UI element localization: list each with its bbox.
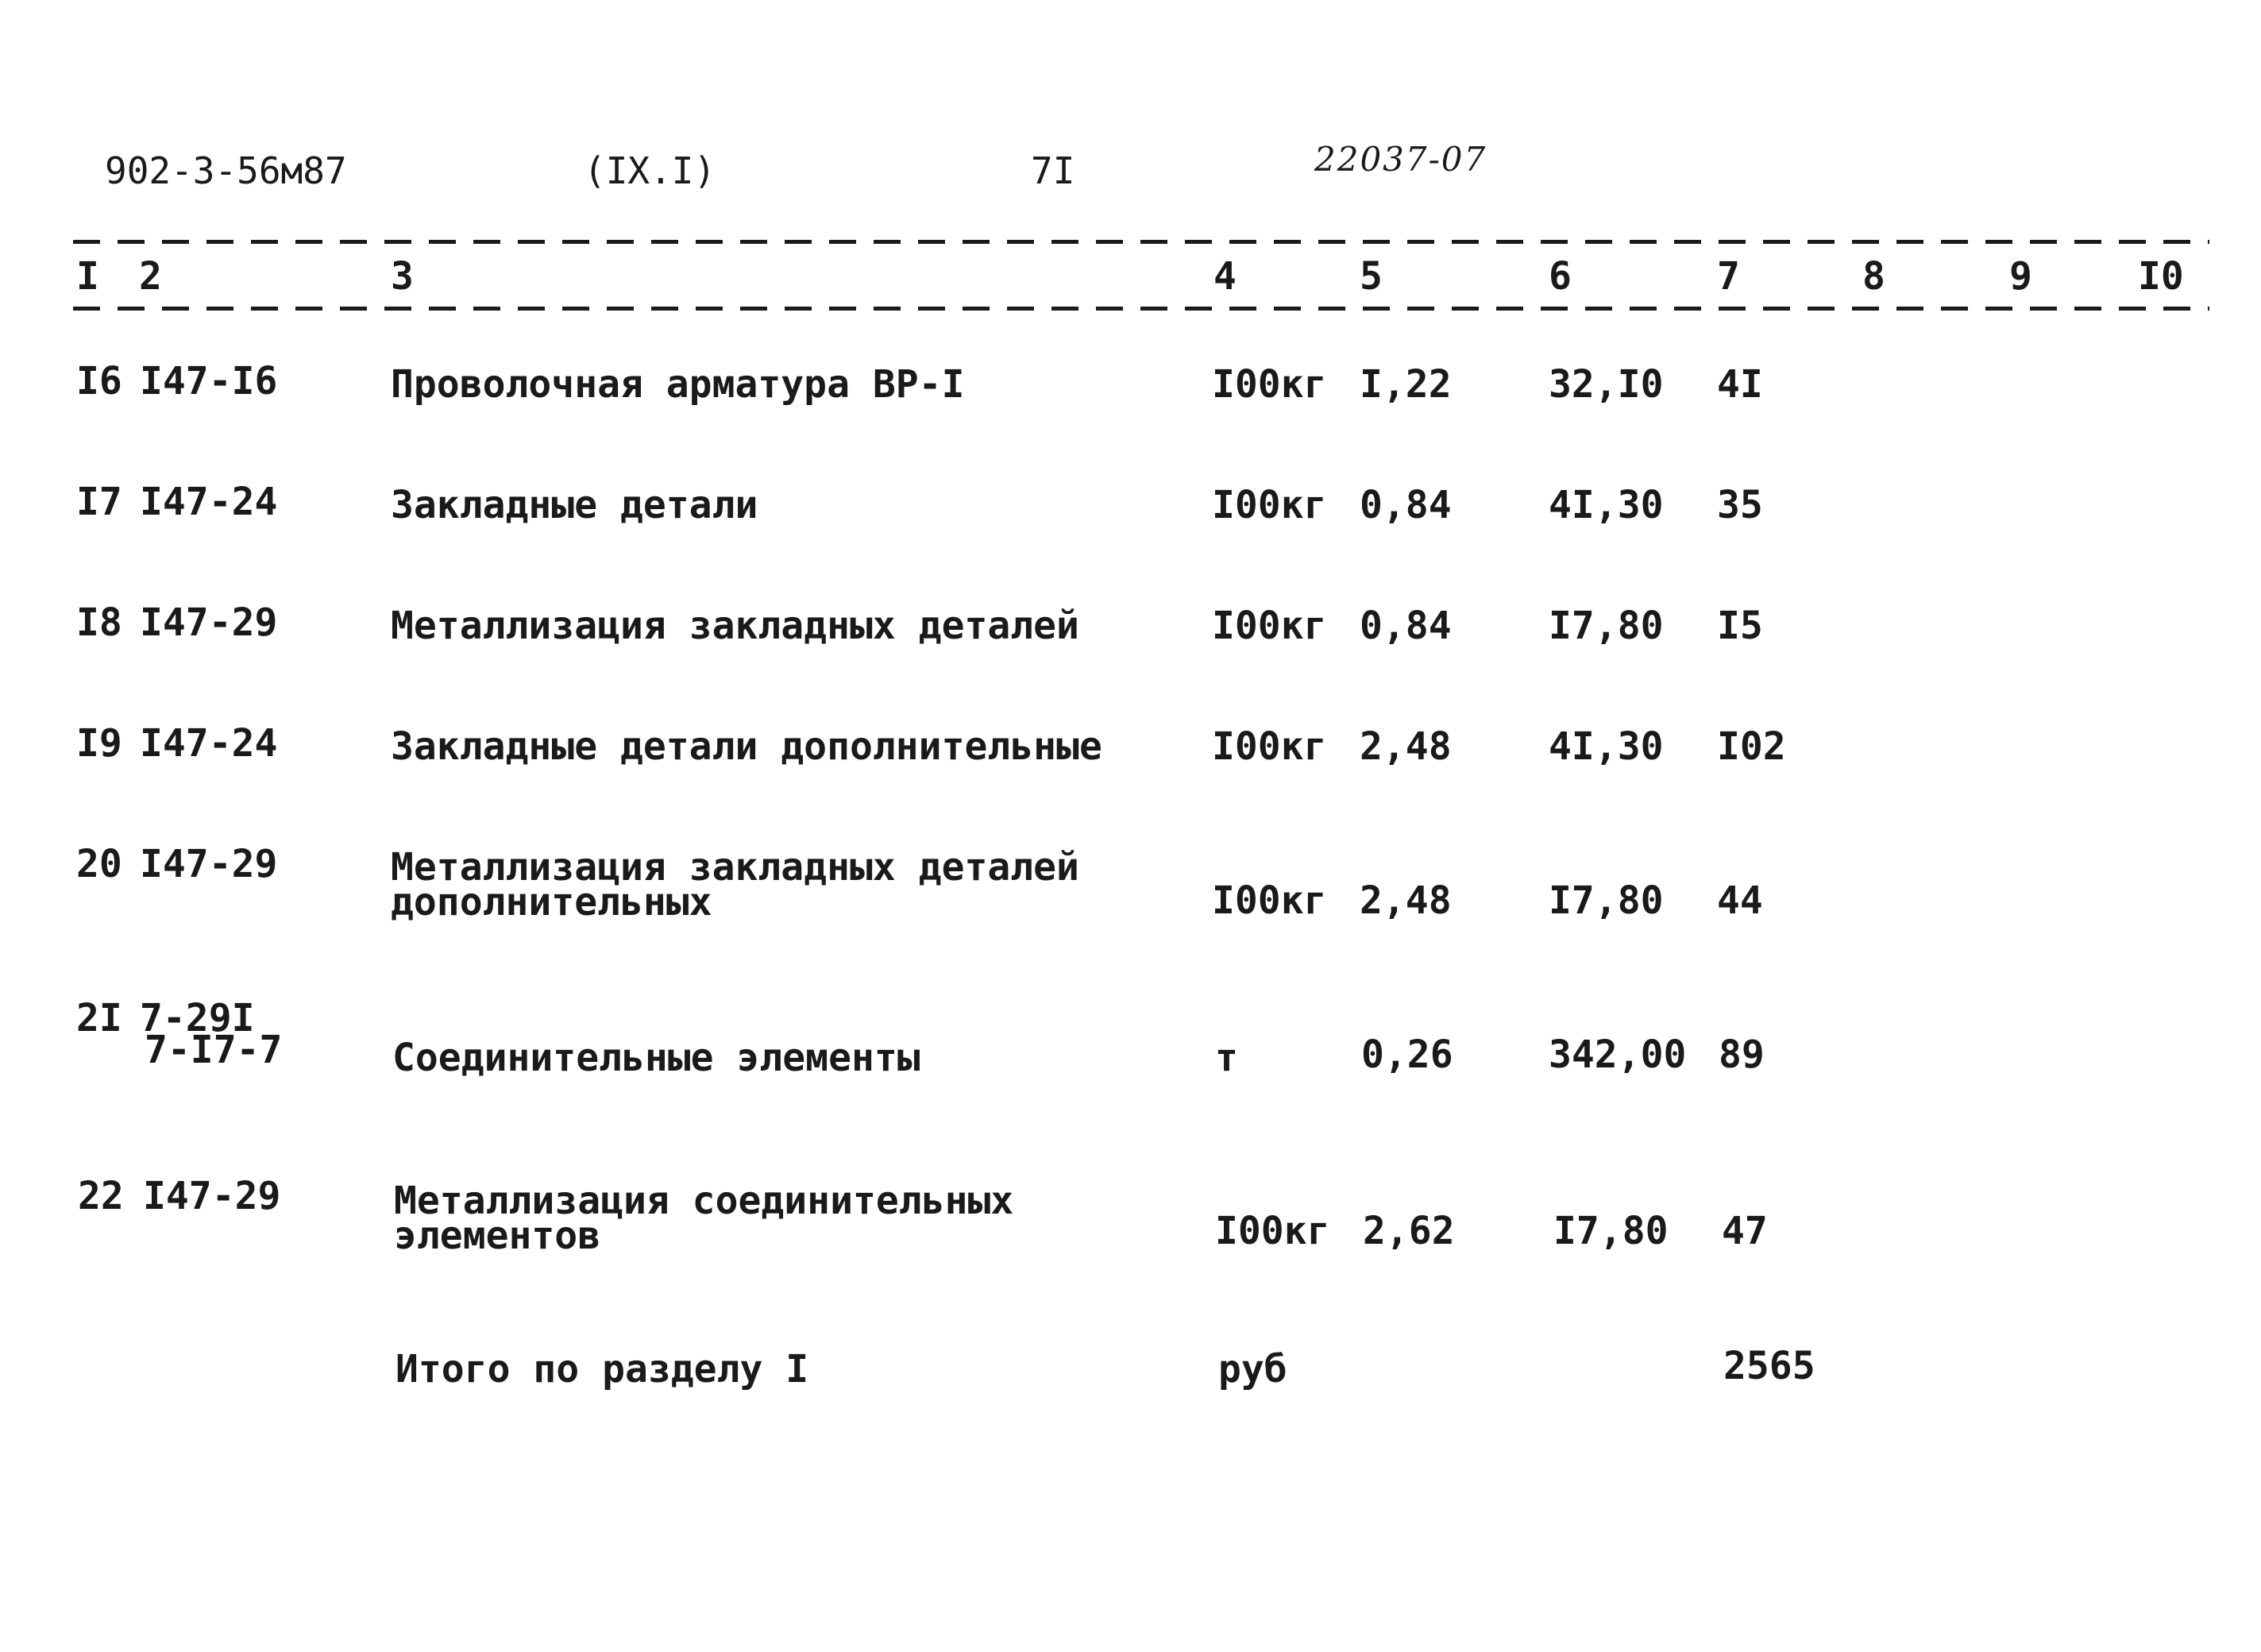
item-total: 35 [1717,483,1763,527]
item-total: I02 [1717,724,1786,769]
rate-code: I47-I6 [140,359,278,403]
item-price: 342,00 [1549,1032,1687,1077]
header-bottom-rule [73,307,2209,311]
column-number-7: 7 [1717,254,1740,299]
header-top-rule [73,240,2209,244]
item-quantity: 0,26 [1361,1032,1453,1077]
item-price: 4I,30 [1549,483,1664,527]
summary-label: Итого по разделу I [395,1347,809,1391]
section-number: (IX.I) [584,149,716,192]
column-number-5: 5 [1360,254,1383,299]
rate-code: I47-24 [140,480,278,524]
rate-code-secondary: 7-I7-7 [145,1028,283,1072]
item-unit: I00кг [1215,1209,1330,1253]
item-total: 4I [1717,362,1763,407]
item-unit: I00кг [1212,604,1327,648]
document-code: 902-3-56м87 [105,149,347,192]
item-quantity: 2,48 [1360,878,1452,923]
item-name: Проволочная арматура ВР-I [391,362,965,407]
item-total: 89 [1719,1032,1765,1077]
row-number: 22 [78,1174,124,1218]
page-number: 7I [1031,149,1075,192]
item-name: Закладные детали дополнительные [391,724,1102,769]
handwritten-number: 22037-07 [1314,140,1487,179]
row-number: 2I [76,996,122,1040]
item-quantity: 0,84 [1360,604,1452,648]
row-number: I8 [76,600,122,645]
row-number: 20 [76,842,122,886]
summary-unit: руб [1218,1347,1287,1391]
row-number: I9 [76,721,122,766]
item-total: I5 [1717,604,1763,648]
column-number-10: I0 [2138,254,2184,299]
row-number: I6 [76,359,122,403]
item-name: Металлизация закладных деталей [391,845,1079,890]
item-name: Закладные детали [391,483,758,527]
column-number-4: 4 [1213,254,1237,299]
item-unit: I00кг [1212,362,1327,407]
item-quantity: 2,48 [1360,724,1452,769]
item-total: 44 [1717,878,1763,923]
item-total: 47 [1722,1209,1768,1253]
item-name-continued: дополнительных [391,880,712,924]
item-unit: т [1215,1036,1238,1080]
item-quantity: I,22 [1360,362,1452,407]
item-name-continued: элементов [394,1214,601,1258]
item-price: I7,80 [1549,604,1664,648]
item-unit: I00кг [1212,483,1327,527]
rate-code: I47-29 [143,1174,281,1218]
item-price: I7,80 [1553,1209,1669,1253]
column-number-8: 8 [1862,254,1885,299]
summary-total: 2565 [1723,1344,1815,1388]
item-price: I7,80 [1549,878,1664,923]
item-name: Соединительные элементы [392,1036,920,1080]
row-number: I7 [76,480,122,524]
item-name: Металлизация соединительных [394,1179,1014,1223]
item-name: Металлизация закладных деталей [391,604,1079,648]
item-price: 4I,30 [1549,724,1664,769]
rate-code: 7-29I [140,996,255,1040]
rate-code: I47-29 [140,842,278,886]
column-number-6: 6 [1549,254,1572,299]
column-number-1: I [76,254,99,299]
rate-code: I47-29 [140,600,278,645]
item-unit: I00кг [1212,878,1327,923]
column-number-2: 2 [139,254,162,299]
item-quantity: 2,62 [1363,1209,1455,1253]
column-number-3: 3 [391,254,414,299]
rate-code: I47-24 [140,721,278,766]
item-quantity: 0,84 [1360,483,1452,527]
item-unit: I00кг [1212,724,1327,769]
item-price: 32,I0 [1549,362,1664,407]
column-number-9: 9 [2009,254,2032,299]
